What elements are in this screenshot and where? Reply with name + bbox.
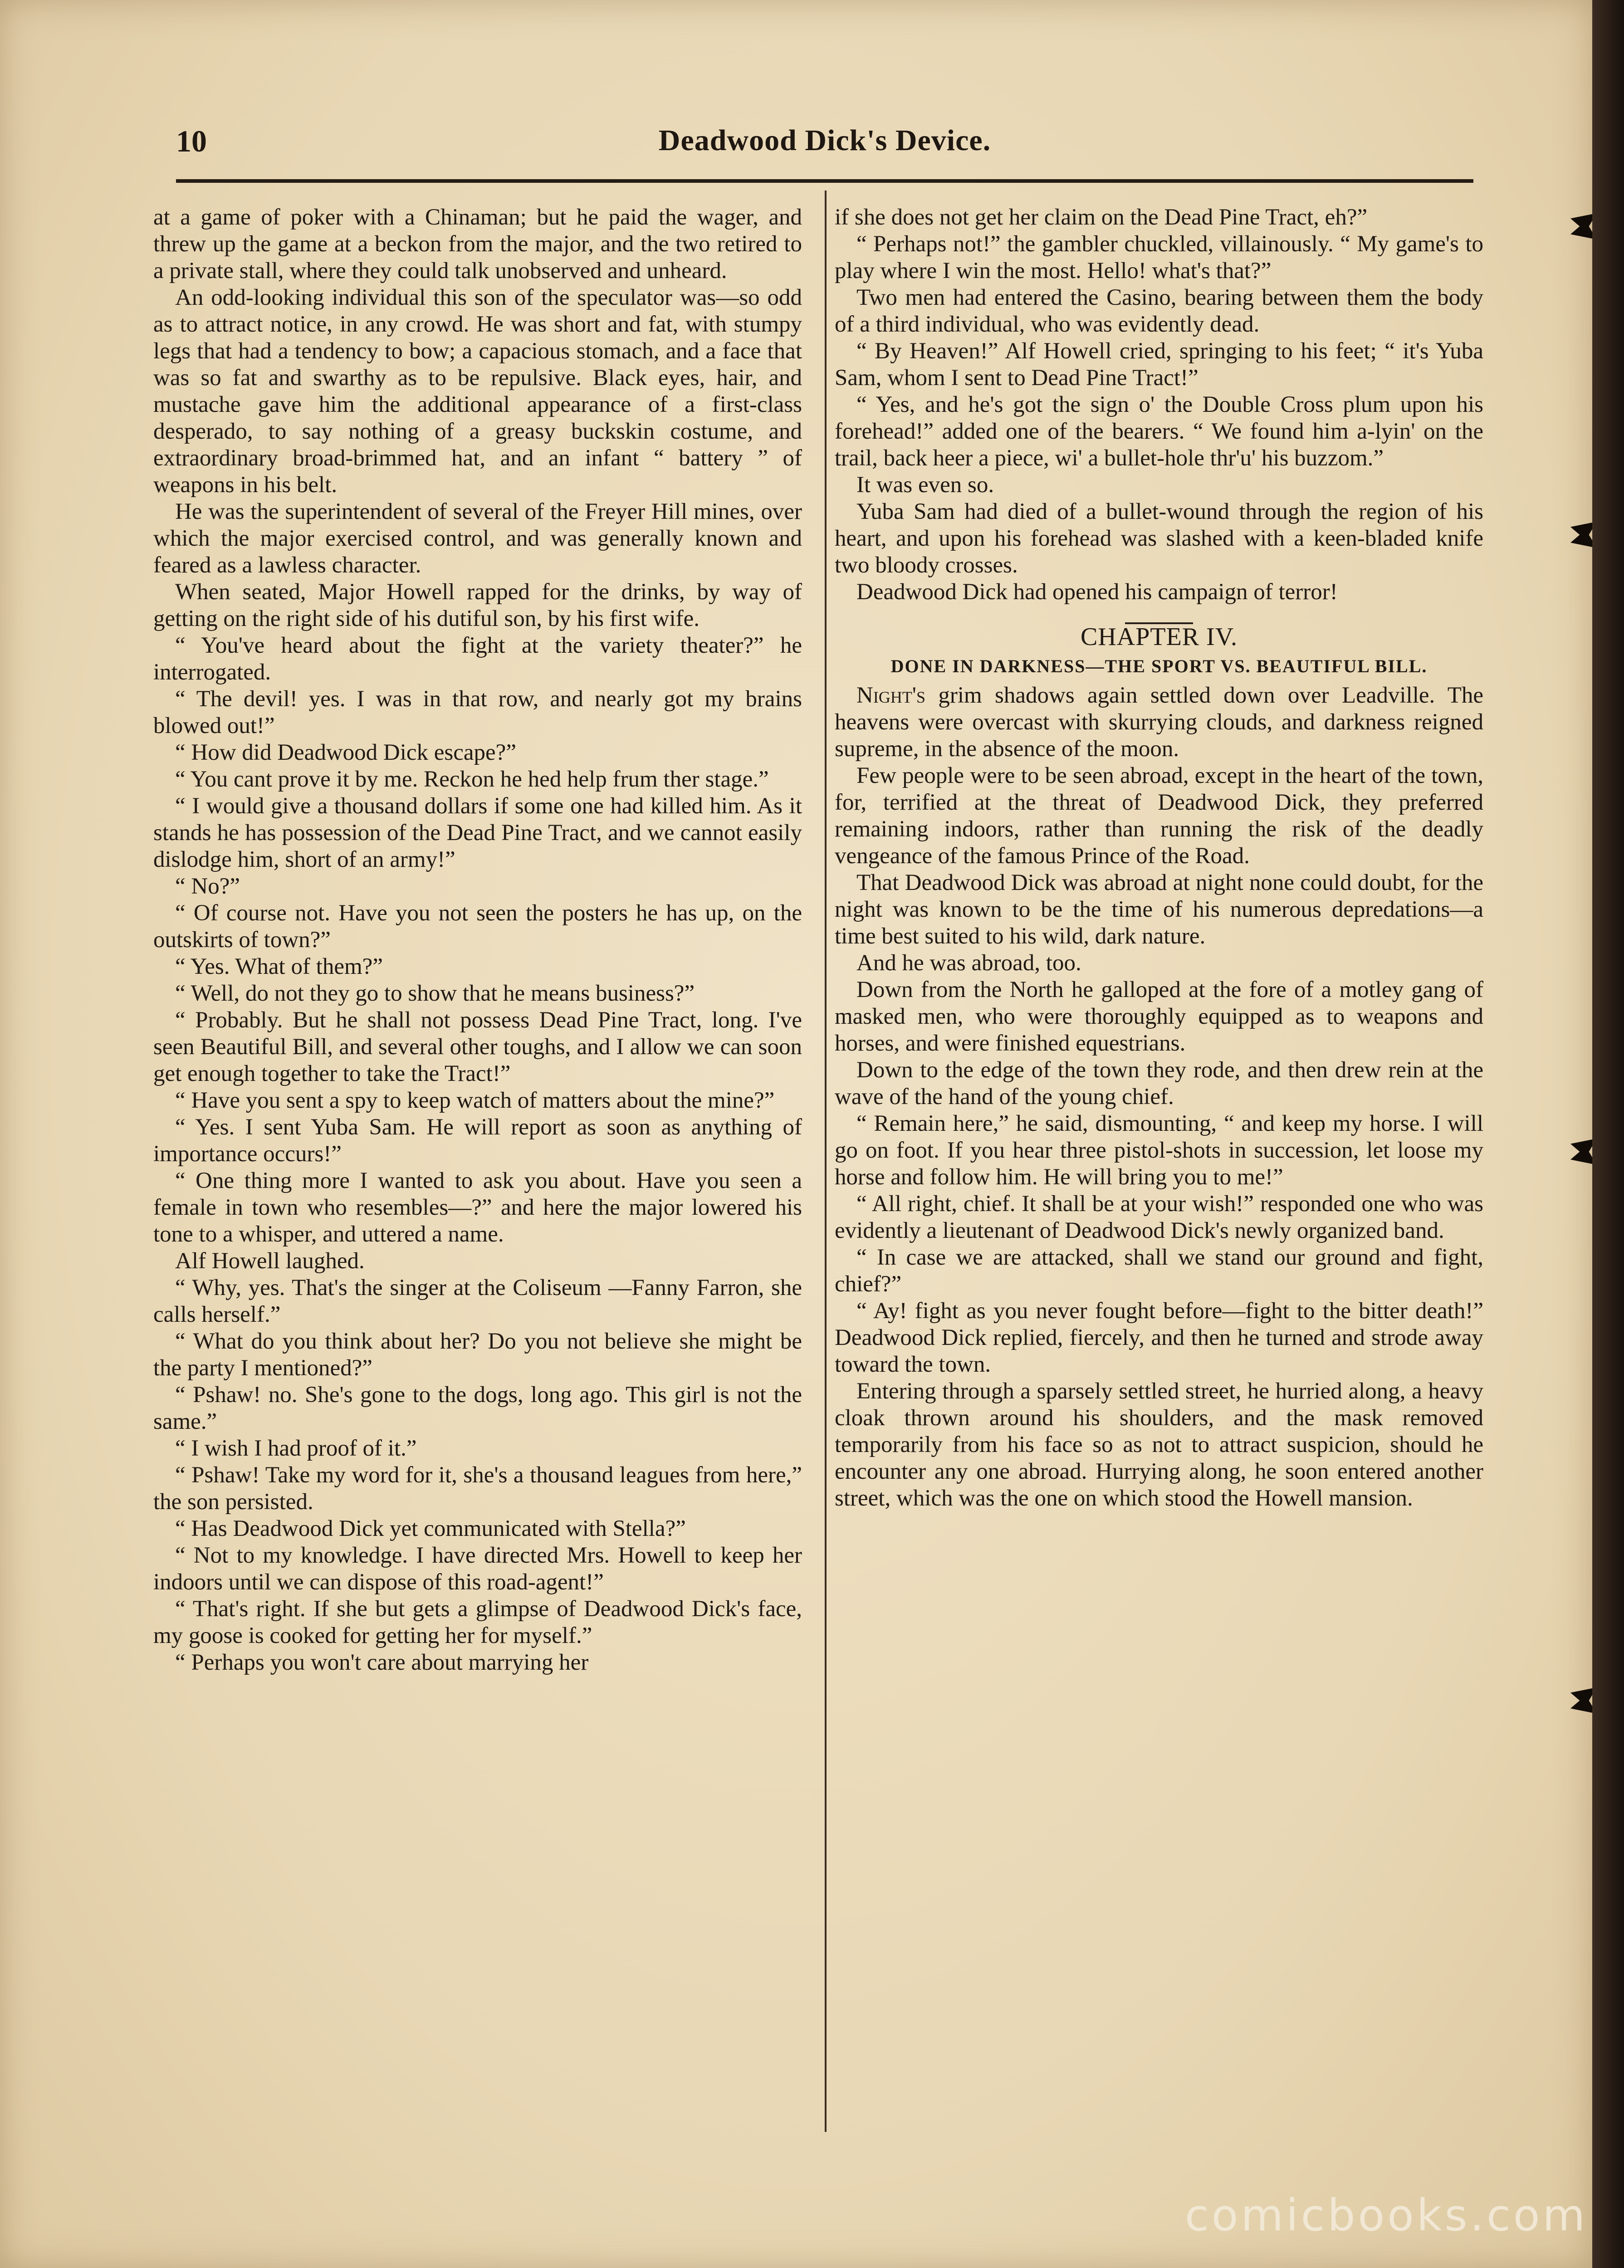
paragraph: Few people were to be seen abroad, except in the heart of the town, for, terrified at the threat of Deadwood Dick, they preferred remaining indoors, rather than running the risk of the deadly vengeance of the famous Prince of the Road.: [835, 763, 1483, 869]
left-column: [153, 204, 802, 1676]
paragraph: “ Ay! fight as you never fought before—fight to the bitter death!” Deadwood Dick replied, fiercely, and then he turned and strode away toward the town.: [835, 1298, 1483, 1377]
paragraph: Alf Howell laughed.: [175, 1248, 365, 1274]
paragraph: “ Pshaw! no. She's gone to the dogs, long ago. This girl is not the same.”: [153, 1382, 802, 1434]
paragraph: “ Pshaw! Take my word for it, she's a thousand leagues from here,” the son persisted.: [153, 1462, 802, 1515]
paragraph: “ Have you sent a spy to keep watch of matters about the mine?”: [175, 1088, 775, 1113]
paragraph: Two men had entered the Casino, bearing between them the body of a third individual, who was evidently dead.: [835, 285, 1483, 337]
paragraph: “ You cant prove it by me. Reckon he hed help frum ther stage.”: [175, 767, 769, 792]
paragraph: at a game of poker with a Chinaman; but he paid the wager, and threw up the game at a beckon from the major, and the two retired to a private stall, where they could talk unobserved and unheard.: [153, 205, 802, 284]
right-column-after-chapter: [835, 763, 1483, 1512]
paragraph: “ What do you think about her? Do you not believe she might be the party I mentioned?”: [153, 1329, 802, 1381]
paragraph: “ Of course not. Have you not seen the posters he has up, on the outskirts of town?”: [153, 900, 802, 953]
paragraph: “ Probably. But he shall not possess Dead Pine Tract, long. I've seen Beautiful Bill, and several other toughs, and I allow we can soon get enough together to take the Tract!”: [153, 1007, 802, 1086]
right-column: [835, 204, 1483, 1512]
paragraph: That Deadwood Dick was abroad at night none could doubt, for the night was known to be the time of his numerous depredations—a time best suited to his wild, dark nature.: [835, 870, 1483, 949]
paragraph: An odd-looking individual this son of the speculator was—so odd as to attract notice, in any crowd. He was short and fat, with stumpy legs that had a tendency to bow; a capacious stomach, and a face that was so fat and swarthy as to be repulsive. Black eyes, hair, and mustache gave him the additional appearance of a first-class desperado, to say nothing of a greasy buckskin costume, and extraordinary broad-brimmed hat, and an infant “ battery ” of weapons in his belt.: [153, 285, 802, 498]
paragraph: It was even so.: [856, 472, 994, 498]
watermark: comicbooks.com: [1184, 2190, 1588, 2241]
paragraph: “ Perhaps you won't care about marrying her: [175, 1650, 589, 1675]
header-rule: [176, 179, 1473, 183]
column-divider: [825, 191, 827, 2132]
paragraph: Down to the edge of the town they rode, and then drew rein at the wave of the hand of the young chief.: [835, 1057, 1483, 1110]
page-header: [176, 122, 1473, 167]
paragraph: “ That's right. If she but gets a glimpse of Deadwood Dick's face, my goose is cooked for getting her for myself.”: [153, 1596, 802, 1648]
paragraph: “ No?”: [175, 874, 240, 899]
chapter-first-word: Night's: [856, 683, 926, 708]
page-edge-shadow: [1592, 0, 1624, 2268]
paragraph: “ Yes, and he's got the sign o' the Double Cross plum upon his forehead!” added one of the bearers. “ We found him a-lyin' on the trail, back heer a piece, wi' a bullet-hole thr'u' his buzzom.”: [835, 392, 1483, 471]
page-number: 10: [176, 124, 207, 158]
paragraph: “ Why, yes. That's the singer at the Coliseum —Fanny Farron, she calls herself.”: [153, 1275, 802, 1327]
paragraph: He was the superintendent of several of the Freyer Hill mines, over which the major exercised control, and was generally known and feared as a lawless character.: [153, 499, 802, 578]
paragraph: “ In case we are attacked, shall we stand our ground and fight, chief?”: [835, 1245, 1483, 1297]
paragraph: “ By Heaven!” Alf Howell cried, springing to his feet; “ it's Yuba Sam, whom I sent to Dead Pine Tract!”: [835, 338, 1483, 391]
chapter-divider: [835, 608, 1483, 619]
paragraph: if she does not get her claim on the Dead Pine Tract, eh?”: [835, 205, 1368, 230]
paragraph: “ Not to my knowledge. I have directed Mrs. Howell to keep her indoors until we can dispose of this road-agent!”: [153, 1543, 802, 1595]
paragraph: When seated, Major Howell rapped for the drinks, by way of getting on the right side of his dutiful son, by his first wife.: [153, 579, 802, 631]
chapter-subtitle: DONE IN DARKNESS—THE SPORT VS. BEAUTIFUL BILL.: [890, 656, 1428, 676]
paragraph: Deadwood Dick had opened his campaign of terror!: [856, 579, 1338, 605]
right-column-before-chapter: [835, 204, 1483, 606]
paragraph: “ I wish I had proof of it.”: [175, 1436, 417, 1461]
paragraph: “ Yes. What of them?”: [175, 954, 383, 979]
paragraph: “ Well, do not they go to show that he means business?”: [175, 981, 695, 1006]
paragraph: “ Perhaps not!” the gambler chuckled, villainously. “ My game's to play where I win the most. Hello! what's that?”: [835, 231, 1483, 284]
paragraph: “ All right, chief. It shall be at your wish!” responded one who was evidently a lieutenant of Deadwood Dick's newly organized band.: [835, 1191, 1483, 1243]
paragraph: Yuba Sam had died of a bullet-wound through the region of his heart, and upon his forehead was slashed with a keen-bladed knife two bloody crosses.: [835, 499, 1483, 578]
paragraph: “ Remain here,” he said, dismounting, “ and keep my horse. I will go on foot. If you hear three pistol-shots in succession, let loose my horse and follow him. He will bring you to me!”: [835, 1111, 1483, 1190]
paragraph: And he was abroad, too.: [856, 950, 1081, 976]
paragraph: “ The devil! yes. I was in that row, and nearly got my brains blowed out!”: [153, 686, 802, 738]
paragraph: “ Yes. I sent Yuba Sam. He will report as soon as anything of importance occurs!”: [153, 1114, 802, 1167]
chapter-first-paragraph: [835, 682, 1483, 763]
paragraph: “ You've heard about the fight at the variety theater?” he interrogated.: [153, 633, 802, 685]
running-title: Deadwood Dick's Device.: [658, 124, 991, 157]
paragraph: “ Has Deadwood Dick yet communicated with Stella?”: [175, 1516, 686, 1541]
paragraph: “ How did Deadwood Dick escape?”: [175, 740, 516, 765]
paragraph: Entering through a sparsely settled street, he hurried along, a heavy cloak thrown around his shoulders, and the mask removed temporarily from his face so as not to attract suspicion, should he encounter any one abroad. Hurrying along, he soon entered another street, which was the one on which stood the Howell mansion.: [835, 1378, 1483, 1511]
chapter-first-paragraph-rest: grim shadows again settled down over Leadville. The heavens were overcast with skurrying clouds, and darkness reigned supreme, in the absence of the moon.: [835, 683, 1483, 762]
paragraph: “ I would give a thousand dollars if some one had killed him. As it stands he has possession of the Dead Pine Tract, and we cannot easily dislodge him, short of an army!”: [153, 793, 802, 872]
paragraph: “ One thing more I wanted to ask you about. Have you seen a female in town who resembles—?” and here the major lowered his tone to a whisper, and uttered a name.: [153, 1168, 802, 1247]
paragraph: Down from the North he galloped at the fore of a motley gang of masked men, who were thoroughly equipped as to weapons and horses, and were finished equestrians.: [835, 977, 1483, 1056]
chapter-heading: CHAPTER IV.: [1080, 623, 1238, 651]
